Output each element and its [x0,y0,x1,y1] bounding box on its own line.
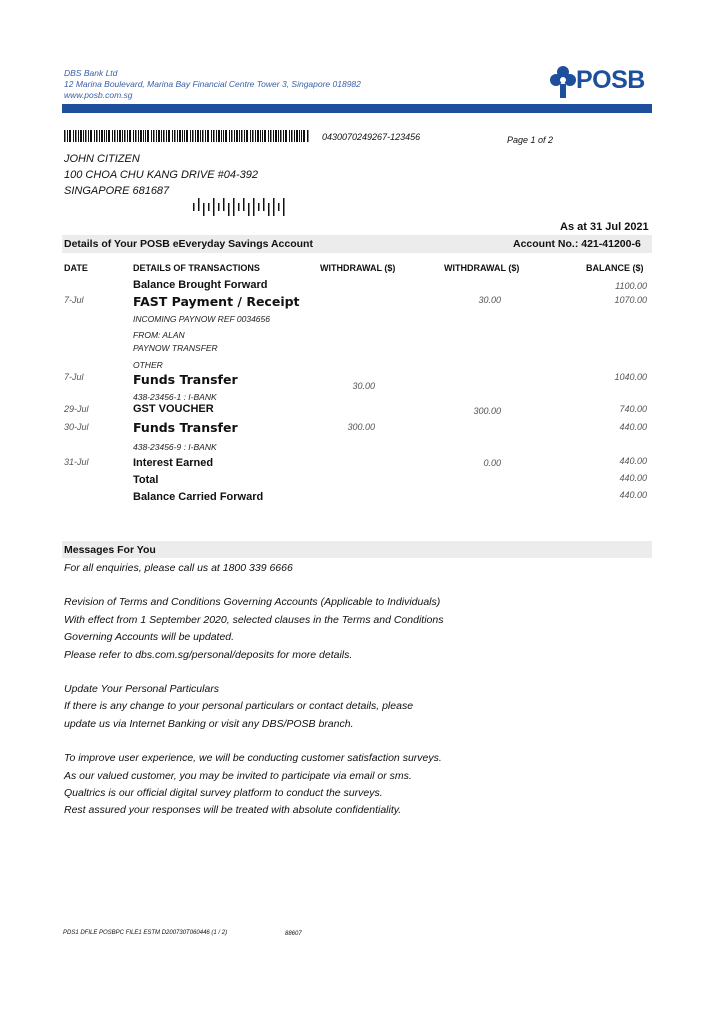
header-divider [62,104,652,113]
customer-address [64,151,258,199]
table-row-desc: Funds Transfer [133,420,238,435]
logo-text: POSB [576,66,645,94]
table-row-desc: Interest Earned [133,457,214,469]
table-bcf-balance: 440.00 [619,490,647,500]
messages-body [64,560,654,837]
table-row-balance: 1040.00 [614,372,647,382]
table-row-deposit: 0.00 [483,458,501,468]
table-row-withdrawal: 30.00 [352,381,375,391]
message-update-particulars: Update Your Personal Particulars If there is any change to your personal particulars or contact details, please update us via Internet Banking or visit any DBS/POSB branch. [64,683,414,730]
postal-barcode-icon [193,198,285,216]
table-row-detail: INCOMING PAYNOW REF 0034656 [133,314,270,324]
statement-date: As at 31 Jul 2021 [560,221,649,233]
table-row-date: 31-Jul [64,457,89,467]
col-header-deposit: WITHDRAWAL ($) [444,263,520,273]
table-row-balance: 740.00 [619,404,647,414]
table-row-date: 30-Jul [64,422,89,432]
table-row-deposit: 30.00 [478,295,501,305]
table-row-desc: Balance Brought Forward [133,279,268,291]
col-header-details: DETAILS OF TRANSACTIONS [133,263,260,273]
table-row-balance: 1100.00 [615,281,647,291]
statement-reference: 0430070249267-123456 [322,132,421,142]
customer-name: JOHN CITIZEN [64,153,140,165]
message-survey: To improve user experience, we will be conducting customer satisfaction surveys. As our valued customer, you may be invited to participate via email or sms. Qualtrics is our official digital survey platform to conduct the surveys. Rest assured your responses will be treated with absolute confidentiality. [64,752,442,817]
table-row-desc: FAST Payment / Receipt [133,294,300,309]
table-row-balance: 1070.00 [614,295,647,305]
posb-logo [550,64,645,104]
bank-address: 12 Marina Boulevard, Marina Bay Financial Centre Tower 3, Singapore 018982 [64,79,361,89]
table-row-detail: PAYNOW TRANSFER [133,343,218,353]
table-row-date: 7-Jul [64,295,84,305]
table-row-balance: 440.00 [619,422,647,432]
customer-address-line2: SINGAPORE 681687 [64,185,170,197]
table-row-date: 29-Jul [64,404,89,414]
table-row-deposit: 300.00 [473,406,501,416]
table-row-desc: GST VOUCHER [133,403,214,415]
table-bcf-label: Balance Carried Forward [133,491,264,503]
table-row-detail: FROM: ALAN [133,330,185,340]
message-terms-revision: Revision of Terms and Conditions Governing Accounts (Applicable to Individuals) With effect from 1 September 2020, selected clauses in the Terms and Conditions Governing Accounts will be updated. Please refer to dbs.com.sg/personal/deposits for more details. [64,596,444,661]
account-number: Account No.: 421-41200-6 [513,238,641,250]
table-row-detail: 438-23456-1 : I-BANK [133,392,217,402]
page-number: Page 1 of 2 [507,135,554,145]
footer-code: PDS1 DFILE POSBPC FILE1 ESTM D200730T060446 (1 / 2) [63,930,228,936]
bank-name: DBS Bank Ltd [64,68,118,78]
message-enquiries: For all enquiries, please call us at 1800 339 6666 [64,562,293,574]
table-total-balance: 440.00 [619,473,647,483]
table-row-detail: 438-23456-9 : I-BANK [133,442,217,452]
table-row-withdrawal: 300.00 [347,422,375,432]
table-total-label: Total [133,474,159,486]
bank-website: www.posb.com.sg [64,90,133,100]
posb-logo-icon [550,64,576,104]
account-title: Details of Your POSB eEveryday Savings Account [64,238,313,250]
col-header-withdrawal: WITHDRAWAL ($) [320,263,396,273]
table-row-balance: 440.00 [619,456,647,466]
footer-number: 88607 [285,931,302,937]
customer-address-line1: 100 CHOA CHU KANG DRIVE #04-392 [64,169,258,181]
table-row-date: 7-Jul [64,372,84,382]
barcode-icon [64,130,310,142]
messages-title: Messages For You [64,544,156,556]
table-row-desc: Funds Transfer [133,372,238,387]
col-header-date: DATE [64,263,88,273]
bank-header [64,68,361,101]
col-header-balance: BALANCE ($) [586,263,644,273]
table-row-detail: OTHER [133,360,163,370]
